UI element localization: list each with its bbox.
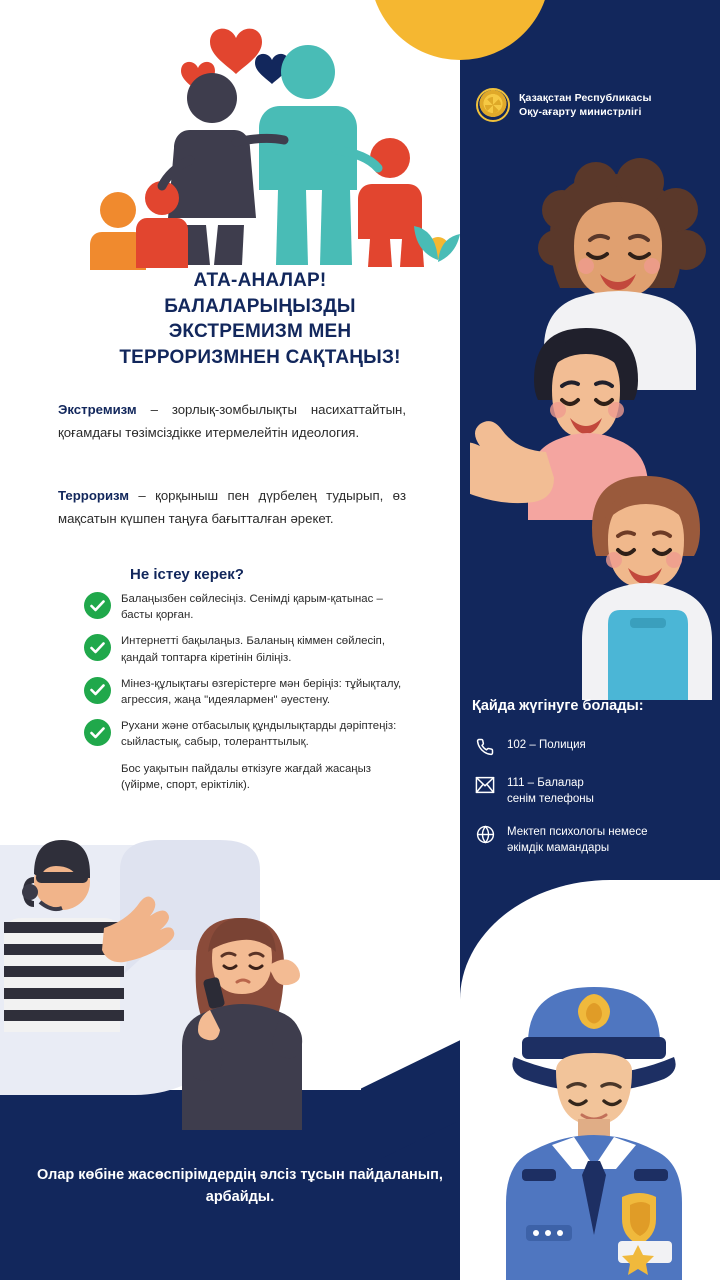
contact-item-helpline[interactable] (474, 774, 714, 807)
list-item-label: Бос уақытын пайдалы өткізуге жағдай жасаңыз (үйірме, спорт, еріктілік). (121, 762, 372, 791)
ministry-name-line2: Оқу-ағарту министрлігі (519, 106, 642, 118)
list-item-label: Мінез-құлықтағы өзгерістерге мән беріңіз: тұйықталу, агрессия, жаңа "идеялармен" әуестену. (121, 677, 402, 706)
contact-school-line2: әкімдік мамандары (507, 841, 610, 854)
police-officer-illustration (470, 925, 720, 1280)
children-illustration (470, 140, 720, 700)
contact-helpline-line2: сенім телефоны (507, 792, 594, 805)
contact-helpline-line1: 111 – Балалар (507, 777, 584, 789)
ministry-name (519, 91, 652, 119)
list-item (84, 632, 414, 665)
check-circle-icon (84, 592, 111, 619)
list-item (84, 760, 414, 793)
headline-line-4: ТЕРРОРИЗМНЕН САҚТАҢЫЗ! (119, 346, 401, 368)
footer-warning-text: Олар көбіне жасөспірімдердің әлсіз тұсын пайдаланып, арбайды. (37, 1167, 443, 1205)
contacts-list (474, 736, 714, 872)
headline-line-3: ЭКСТРЕМИЗМ МЕН (168, 321, 352, 343)
contact-school-line1: Мектеп психологы немесе (507, 826, 648, 839)
contact-label-police: 102 – Полиция (507, 739, 586, 751)
definition-terrorism-text: – қорқыныш пен дүрбелең тудырып, өз мақсатын күшпен таңуға бағытталған әрекет. (58, 488, 406, 527)
list-item-label: Интернетті бақылаңыз. Баланың кіммен сөйлесіп, қандай топтарға кіретінін біліңіз. (121, 635, 386, 664)
definition-terrorism (58, 484, 406, 530)
definition-terrorism-term: Терроризм (58, 488, 130, 503)
check-circle-icon (84, 634, 111, 661)
definition-extremism (58, 398, 406, 444)
envelope-icon (474, 774, 496, 796)
headline-line-2: БАЛАЛАРЫҢЫЗДЫ (164, 295, 356, 317)
definition-extremism-text: – зорлық-зомбылықты насихаттайтын, қоғамдағы төзімсіздікке итермелейтін идеология. (58, 402, 406, 441)
list-item (84, 717, 414, 750)
phone-icon (474, 736, 496, 758)
ministry-name-line1: Қазақстан Республикасы (519, 91, 652, 104)
contact-item-police[interactable] (474, 736, 714, 758)
family-illustration (40, 10, 460, 270)
check-circle-icon (84, 719, 111, 746)
ministry-branding (476, 88, 652, 122)
section-title-what-to-do: Не істеу керек? (130, 566, 244, 583)
headline-line-1: АТА-АНАЛАР! (193, 270, 327, 291)
page-title (60, 268, 460, 371)
list-item (84, 675, 414, 708)
list-item-label: Балаңызбен сөйлесіңіз. Сенімді қарым-қатынас – басты қорған. (121, 593, 383, 622)
contacts-title: Қайда жүгінуге болады: (472, 698, 644, 714)
globe-icon (474, 823, 496, 845)
contact-label-helpline (507, 774, 594, 807)
worried-girl-illustration (140, 900, 360, 1130)
check-circle-icon (84, 677, 111, 704)
contact-label-school (507, 823, 647, 856)
list-item (84, 590, 414, 623)
checklist (84, 590, 414, 802)
contact-item-school[interactable] (474, 823, 714, 856)
list-item-label: Рухани және отбасылық құндылықтарды дәріптеңіз: сыйластық, сабыр, толеранттылық. (121, 720, 397, 749)
kazakhstan-emblem-icon (476, 88, 510, 122)
definition-extremism-term: Экстремизм (58, 402, 137, 417)
